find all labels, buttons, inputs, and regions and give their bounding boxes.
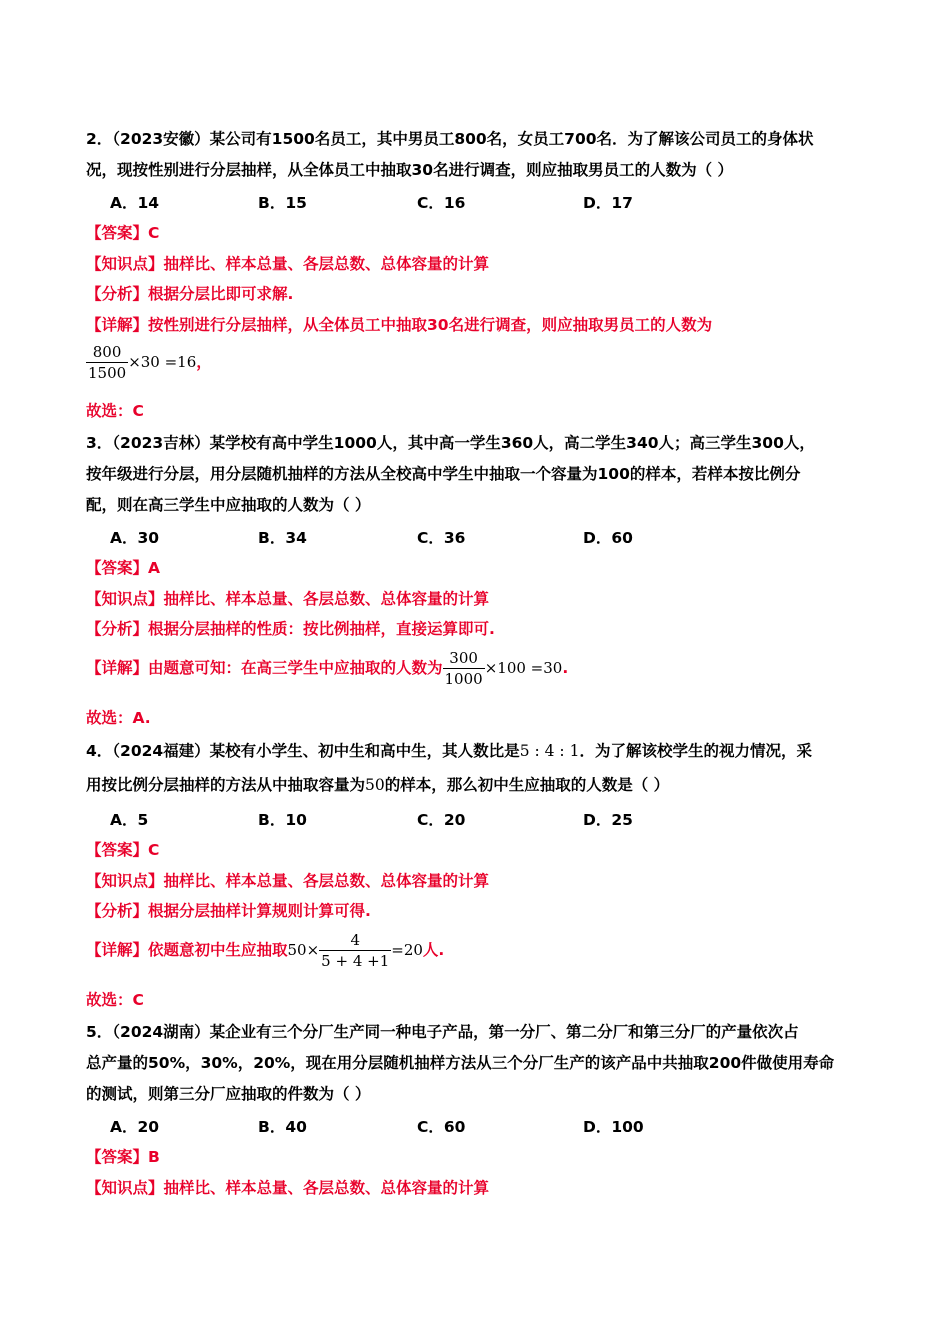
q4-option-d: D．25 [583,811,633,829]
q3-analysis: 【分析】根据分层抽样的性质：按比例抽样，直接运算即可. [86,620,495,638]
q2-option-c: C．16 [417,194,466,212]
q3-option-b: B．34 [258,529,307,547]
q2-frac-den: 1500 [88,364,127,382]
q4-choice: 故选：C [86,991,144,1009]
q3-expr-tail: ×100 =30 [484,659,563,677]
q4-stem-line1 [86,740,812,762]
q2-analysis: 【分析】根据分层比即可求解. [86,285,294,303]
q5-option-b: B．40 [258,1118,307,1136]
q3-frac-num: 300 [443,648,485,669]
q2-option-b: B．15 [258,194,307,212]
q4-expr-head: 50× [287,941,320,959]
q2-expr-end: ， [196,353,212,371]
q4-sample-size: 50 [365,776,385,794]
q4-analysis: 【分析】根据分层抽样计算规则计算可得. [86,902,371,920]
q4-answer: 【答案】C [86,841,160,859]
q2-formula [86,342,212,383]
q3-stem-line2: 按年级进行分层，用分层随机抽样的方法从全校高中学生中抽取一个容量为100的样本，若样本按比例分 [86,465,801,483]
q2-choice: 故选：C [86,402,144,420]
q3-option-d: D．60 [583,529,633,547]
q3-knowledge: 【知识点】抽样比、样本总量、各层总数、总体容量的计算 [86,590,490,608]
q2-fraction [86,342,128,383]
q3-detail: 【详解】由题意可知：在高三学生中应抽取的人数为 [86,659,443,677]
q3-choice: 故选：A. [86,709,151,727]
q4-frac-den: 5 + 4 +1 [321,952,390,970]
q4-fraction [319,930,391,971]
q3-frac-den: 1000 [444,670,483,688]
q5-stem-line2: 总产量的50%，30%，20%，现在用分层随机抽样方法从三个分厂生产的该产品中共抽取200件做使用寿命 [86,1054,835,1072]
q4-line1-b: ．为了解该校学生的视力情况，采 [579,742,812,760]
q2-answer: 【答案】C [86,224,160,242]
q4-detail-line [86,930,444,971]
q3-answer: 【答案】A [86,559,160,577]
q4-line2-a: 用按比例分层抽样的方法从中抽取容量为 [86,776,366,794]
q2-knowledge: 【知识点】抽样比、样本总量、各层总数、总体容量的计算 [86,255,490,273]
q3-detail-line [86,648,568,689]
q3-stem-line1: 3．（2023吉林）某学校有高中学生1000人，其中高一学生360人，高二学生340人；高三学生300人， [86,434,815,452]
q4-option-b: B．10 [258,811,307,829]
q5-stem-line3: 的测试，则第三分厂应抽取的件数为（ ） [86,1085,371,1103]
q2-frac-num: 800 [86,342,128,363]
q4-option-a: A．5 [110,811,149,829]
q4-detail: 【详解】依题意初中生应抽取 [86,941,288,959]
q4-expr-end: 人. [422,941,445,959]
q5-stem-line1: 5．（2024湖南）某企业有三个分厂生产同一种电子产品，第一分厂、第二分厂和第三分厂的产量依次占 [86,1023,799,1041]
q4-line1-a: 4．（2024福建）某校有小学生、初中生和高中生，其人数比是 [86,742,520,760]
q4-option-c: C．20 [417,811,466,829]
q2-option-a: A．14 [110,194,160,212]
q3-option-a: A．30 [110,529,160,547]
q5-option-d: D．100 [583,1118,644,1136]
q2-detail: 【详解】按性别进行分层抽样，从全体员工中抽取30名进行调查，则应抽取男员工的人数为 [86,316,713,334]
q3-option-c: C．36 [417,529,466,547]
q2-stem-line2: 况，现按性别进行分层抽样，从全体员工中抽取30名进行调查，则应抽取男员工的人数为（ ） [86,161,733,179]
q4-ratio: 5 : 4 : 1 [519,742,580,760]
q3-expr-end: . [562,659,569,677]
q5-answer: 【答案】B [86,1148,160,1166]
q2-option-d: D．17 [583,194,633,212]
q4-knowledge: 【知识点】抽样比、样本总量、各层总数、总体容量的计算 [86,872,490,890]
q2-expr-tail: ×30 =16 [128,353,197,371]
q4-frac-num: 4 [319,930,391,951]
q3-stem-line3: 配，则在高三学生中应抽取的人数为（ ） [86,496,371,514]
q3-fraction [443,648,485,689]
q5-option-a: A．20 [110,1118,160,1136]
q2-stem-line1: 2．（2023安徽）某公司有1500名员工，其中男员工800名，女员工700名．为了解该公司员工的身体状 [86,130,814,148]
q4-line2-b: 的样本，那么初中生应抽取的人数是（ ） [384,776,670,794]
q5-knowledge: 【知识点】抽样比、样本总量、各层总数、总体容量的计算 [86,1179,490,1197]
q4-stem-line2 [86,774,669,796]
q4-expr-tail: =20 [391,941,423,959]
q5-option-c: C．60 [417,1118,466,1136]
